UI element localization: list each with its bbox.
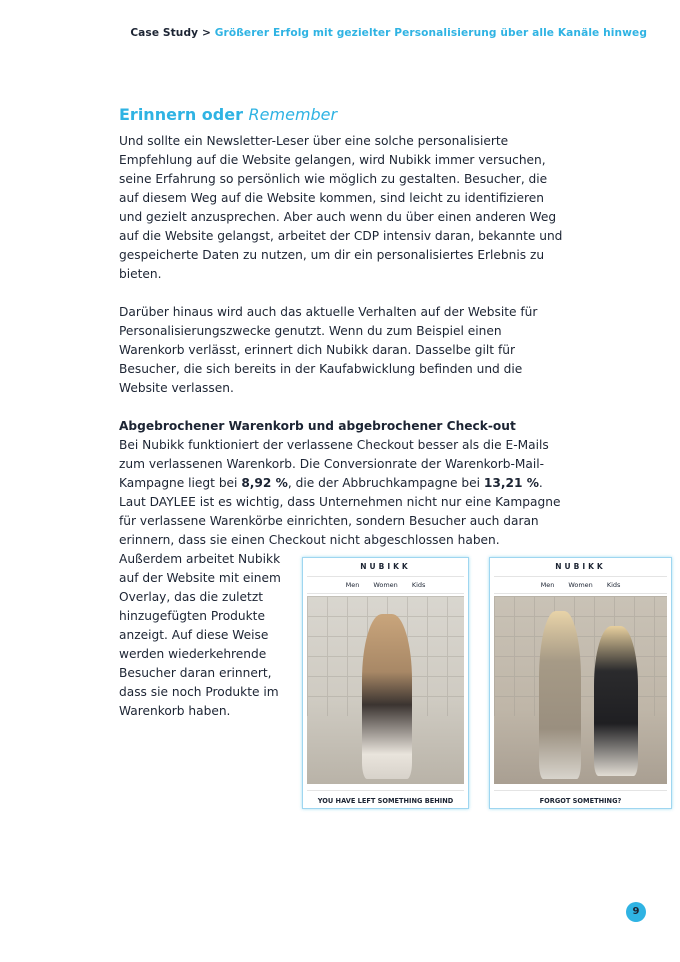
nav-kids: Kids [411, 581, 426, 589]
mockup-caption: YOU HAVE LEFT SOMETHING BEHIND [307, 790, 464, 805]
breadcrumb-title[interactable]: Größerer Erfolg mit gezielter Personalisierung über alle Kanäle hinweg [214, 27, 647, 39]
nav-women: Women [373, 581, 398, 589]
model-figure-left [539, 611, 581, 779]
email-mockup-left-behind [302, 557, 469, 809]
nav-kids: Kids [606, 581, 621, 589]
mockup-nav [307, 576, 464, 594]
breadcrumb-separator: > [201, 27, 211, 39]
paragraph-1: Und sollte ein Newsletter-Leser über eine solche personalisierte Empfehlung auf die Website gelangen, wird Nubikk immer versuchen, seine Erfahrung so persönlich wie möglich zu gestalten. Besucher, die auf diesem Weg auf die Website kommen, sind leicht zu identifizieren und gezielt anzusprechen. Aber auch wenn du über einen anderen Weg auf die Website gelangst, arbeitet der CDP intensiv daran, bekannte und gespeicherte Daten zu nutzen, um dir ein personalisiertes Erlebnis zu bieten. [119, 134, 563, 281]
paragraph-3 [119, 436, 564, 550]
heading-part2: Remember [248, 105, 338, 124]
nav-women: Women [568, 581, 593, 589]
paragraph-4: Außerdem arbeitet Nubikk auf der Website mit einem Overlay, das die zuletzt hinzugefügten Produkte anzeigt. Auf diese Weise werden wiederkehrende Besucher daran erinnert, dass sie noch Produkte im Warenkorb haben. [119, 552, 281, 718]
mockup-caption: FORGOT SOMETHING? [494, 790, 667, 805]
paragraph-3-c: . Laut DAYLEE ist es wichtig, dass Unternehmen nicht nur eine Kampagne für verlassene Warenkörbe einrichten, sondern Besucher auch daran erinnern, dass sie einen Checkout nicht abgeschlossen haben. [119, 476, 561, 547]
heading-part1: Erinnern oder [119, 105, 249, 124]
breadcrumb-section[interactable]: Case Study [130, 27, 199, 39]
mockup-nav [494, 576, 667, 594]
nubikk-logo: NUBIKK [360, 562, 411, 571]
email-mockup-forgot-something [489, 557, 672, 809]
subheading-abandoned-cart: Abgebrochener Warenkorb und abgebrochener Check-out [119, 419, 516, 433]
model-figure [362, 614, 412, 779]
nav-men: Men [345, 581, 360, 589]
stat-cart-conversion: 8,92 % [241, 476, 288, 490]
paragraph-3-b: , die der Abbruchkampagne bei [287, 476, 484, 490]
nav-men: Men [540, 581, 555, 589]
page-number-badge: 9 [626, 902, 646, 922]
paragraph-2: Darüber hinaus wird auch das aktuelle Verhalten auf der Website für Personalisierungszwecke genutzt. Wenn du zum Beispiel einen Warenkorb verlässt, erinnert dich Nubikk daran. Dasselbe gilt für Besucher, die sich bereits in der Kaufabwicklung befinden und die Website verlassen. [119, 305, 538, 395]
paragraph-3-a: Bei Nubikk funktioniert der verlassene Checkout besser als die E-Mails zum verlassenen Warenkorb. Die Conversionrate der Warenkorb-Mail-Kampagne liegt bei [119, 438, 549, 490]
main-content [119, 104, 564, 550]
nubikk-logo: NUBIKK [555, 562, 606, 571]
section-heading [119, 104, 564, 126]
stat-checkout-conversion: 13,21 % [483, 476, 539, 490]
model-figure-right [594, 626, 638, 776]
breadcrumb [130, 27, 647, 39]
model-photo [307, 596, 464, 784]
models-photo [494, 596, 667, 784]
